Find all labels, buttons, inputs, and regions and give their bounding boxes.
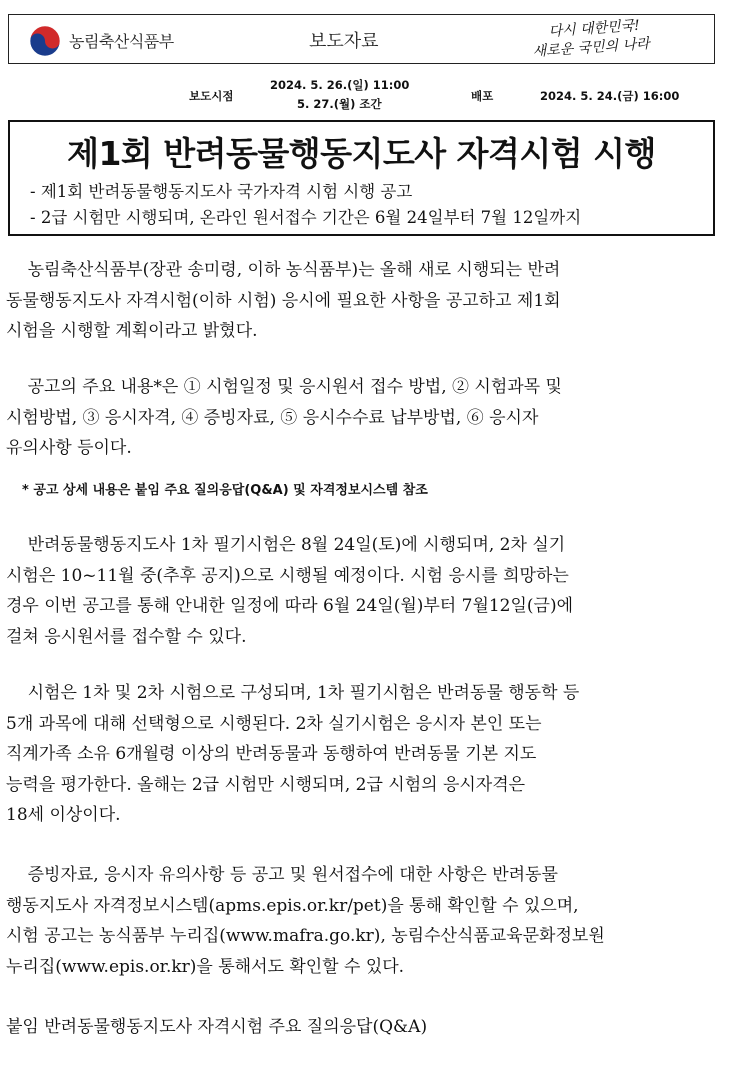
release-time-2: 5. 27.(월) 조간 xyxy=(297,97,382,111)
svg-text:다시 대한민국!: 다시 대한민국! xyxy=(548,18,641,40)
headline-box xyxy=(8,120,715,236)
slogan-handwriting xyxy=(529,18,699,62)
document-type: 보도자료 xyxy=(309,31,379,52)
footnote: * 공고 상세 내용은 붙임 주요 질의응답(Q&A) 및 자격정보시스템 참조 xyxy=(22,483,428,498)
headline-subtitle-1: - 제1회 반려동물행동지도사 국가자격 시험 시행 공고 xyxy=(30,182,413,201)
headline-subtitle-2: - 2급 시험만 시행되며, 온라인 원서접수 기간은 6월 24일부터 7월 12일까지 xyxy=(30,208,582,227)
paragraph-4: 시험은 1차 및 2차 시험으로 구성되며, 1차 필기시험은 반려동물 행동학 등 5개 과목에 대해 선택형으로 시행된다. 2차 실기시험은 응시자 본인 또는 직계가족 소유 6개월령 이상의 반려동물과 동행하여 반려동물 기본 지도 능력을 평가한다. 올해는 2급 시험만 시행되며, 2급 시험의 응시자격은 18세 이상이다. xyxy=(6,683,580,825)
government-emblem-icon xyxy=(29,25,61,57)
paragraph-2: 공고의 주요 내용*은 ① 시험일정 및 응시원서 접수 방법, ② 시험과목 및 시험방법, ③ 응시자격, ④ 증빙자료, ⑤ 응시수수료 납부방법, ⑥ 응시자 유의사항 등이다. xyxy=(6,377,562,458)
release-time-1: 2024. 5. 26.(일) 11:00 xyxy=(270,78,410,92)
svg-text:새로운 국민의 나라: 새로운 국민의 나라 xyxy=(532,35,651,60)
ministry-name: 농림축산식품부 xyxy=(69,32,174,51)
header-box xyxy=(8,14,715,64)
paragraph-5: 증빙자료, 응시자 유의사항 등 공고 및 원서접수에 대한 사항은 반려동물 행동지도사 자격정보시스템(apms.epis.or.kr/pet)을 통해 확인할 수 있으며, 시험 공고는 농식품부 누리집(www.mafra.go.kr), 농림수산식품교육문화정보원 누리집(www.epis.or.kr)을 통해서도 확인할 수 있다. xyxy=(6,865,605,977)
paragraph-1: 농림축산식품부(장관 송미령, 이하 농식품부)는 올해 새로 시행되는 반려 동물행동지도사 자격시험(이하 시험) 응시에 필요한 사항을 공고하고 제1회 시험을 시행할 계획이라고 밝혔다. xyxy=(6,260,561,341)
headline-title: 제1회 반려동물행동지도사 자격시험 시행 xyxy=(67,134,656,173)
paragraph-3: 반려동물행동지도사 1차 필기시험은 8월 24일(토)에 시행되며, 2차 실기 시험은 10~11월 중(추후 공지)으로 시행될 예정이다. 시험 응시를 희망하는 경우 이번 공고를 통해 안내한 일정에 따라 6월 24일(월)부터 7월12일(금)에 걸쳐 응시원서를 접수할 수 있다. xyxy=(6,535,574,647)
attachment-line: 붙임 반려동물행동지도사 자격시험 주요 질의응답(Q&A) xyxy=(6,1017,428,1037)
release-label: 보도시점 xyxy=(189,89,234,103)
distribution-label: 배포 xyxy=(471,89,494,103)
distribution-time: 2024. 5. 24.(금) 16:00 xyxy=(540,89,680,103)
